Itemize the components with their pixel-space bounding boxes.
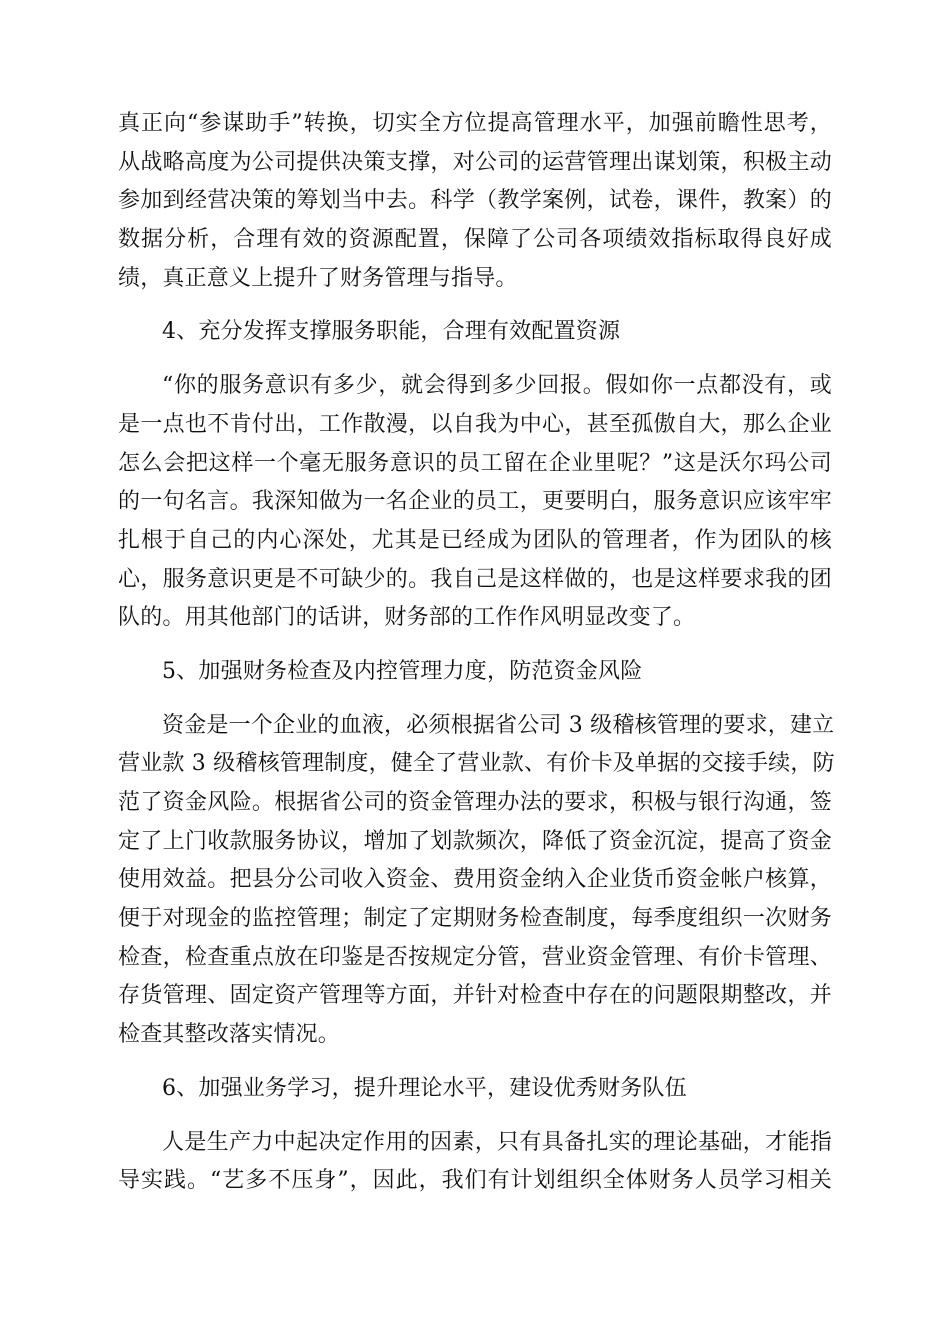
paragraph-line: 队的。用其他部门的话讲，财务部的工作作风明显改变了。 bbox=[118, 605, 696, 631]
section-heading-4 bbox=[118, 313, 832, 352]
paragraph-line: 定了上门收款服务协议，增加了划款频次，降低了资金沉淀，提高了资金 bbox=[118, 828, 832, 854]
heading-text: 4、充分发挥支撑服务职能，合理有效配置资源 bbox=[162, 319, 621, 345]
paragraph-line: 检查，检查重点放在印鉴是否按规定分管，营业资金管理、有价卡管理、 bbox=[118, 944, 832, 970]
paragraph-line: 是一点也不肯付出，工作散漫，以自我为中心，甚至孤傲自大，那么企业 bbox=[118, 411, 832, 437]
paragraph-line: 导实践。“艺多不压身”，因此，我们有计划组织全体财务人员学习相关 bbox=[118, 1168, 832, 1194]
section-heading-6 bbox=[118, 1070, 832, 1109]
paragraph-line: 资金是一个企业的血液，必须根据省公司 3 级稽核管理的要求，建立 bbox=[162, 712, 835, 738]
paragraph-line: “你的服务意识有多少，就会得到多少回报。假如你一点都没有，或 bbox=[162, 373, 832, 399]
paragraph-2 bbox=[118, 367, 832, 638]
paragraph-line: 范了资金风险。根据省公司的资金管理办法的要求，积极与银行沟通，签 bbox=[118, 790, 832, 815]
paragraph-line: 人是生产力中起决定作用的因素，只有具备扎实的理论基础，才能指 bbox=[162, 1129, 832, 1155]
paragraph-line: 便于对现金的监控管理；制定了定期财务检查制度，每季度组织一次财务 bbox=[118, 906, 832, 932]
paragraph-line: 使用效益。把县分公司收入资金、费用资金纳入企业货币资金帐户核算， bbox=[118, 867, 832, 893]
heading-text: 6、加强业务学习，提升理论水平，建设优秀财务队伍 bbox=[162, 1075, 687, 1101]
paragraph-line: 营业款 3 级稽核管理制度，健全了营业款、有价卡及单据的交接手续，防 bbox=[118, 751, 835, 777]
paragraph-3 bbox=[118, 707, 835, 1055]
heading-text: 5、加强财务检查及内控管理力度，防范资金风险 bbox=[162, 658, 643, 684]
paragraph-line: 数据分析，合理有效的资源配置，保障了公司各项绩效指标取得良好成 bbox=[118, 227, 832, 253]
paragraph-line: 的一句名言。我深知做为一名企业的员工，更要明白，服务意识应该牢牢 bbox=[118, 489, 832, 515]
paragraph-line: 检查其整改落实情况。 bbox=[118, 1022, 341, 1048]
document-page bbox=[118, 105, 835, 1201]
paragraph-line: 参加到经营决策的筹划当中去。科学（教学案例，试卷，课件，教案）的 bbox=[118, 188, 832, 214]
paragraph-line: 怎么会把这样一个毫无服务意识的员工留在企业里呢？”这是沃尔玛公司 bbox=[118, 450, 832, 476]
paragraph-line: 扎根于自己的内心深处，尤其是已经成为团队的管理者，作为团队的核 bbox=[118, 527, 832, 553]
paragraph-line: 真正向“参谋助手”转换，切实全方位提高管理水平，加强前瞻性思考， bbox=[118, 111, 832, 136]
paragraph-line: 绩，真正意义上提升了财务管理与指导。 bbox=[118, 265, 518, 291]
paragraph-line: 从战略高度为公司提供决策支撑，对公司的运营管理出谋划策，积极主动 bbox=[118, 149, 832, 175]
section-heading-5 bbox=[118, 653, 832, 692]
paragraph-line: 存货管理、固定资产管理等方面，并针对检查中存在的问题限期整改，并 bbox=[118, 983, 832, 1009]
paragraph-line: 心，服务意识更是不可缺少的。我自己是这样做的，也是这样要求我的团 bbox=[118, 566, 832, 592]
paragraph-4 bbox=[118, 1124, 832, 1201]
paragraph-1 bbox=[118, 105, 832, 298]
